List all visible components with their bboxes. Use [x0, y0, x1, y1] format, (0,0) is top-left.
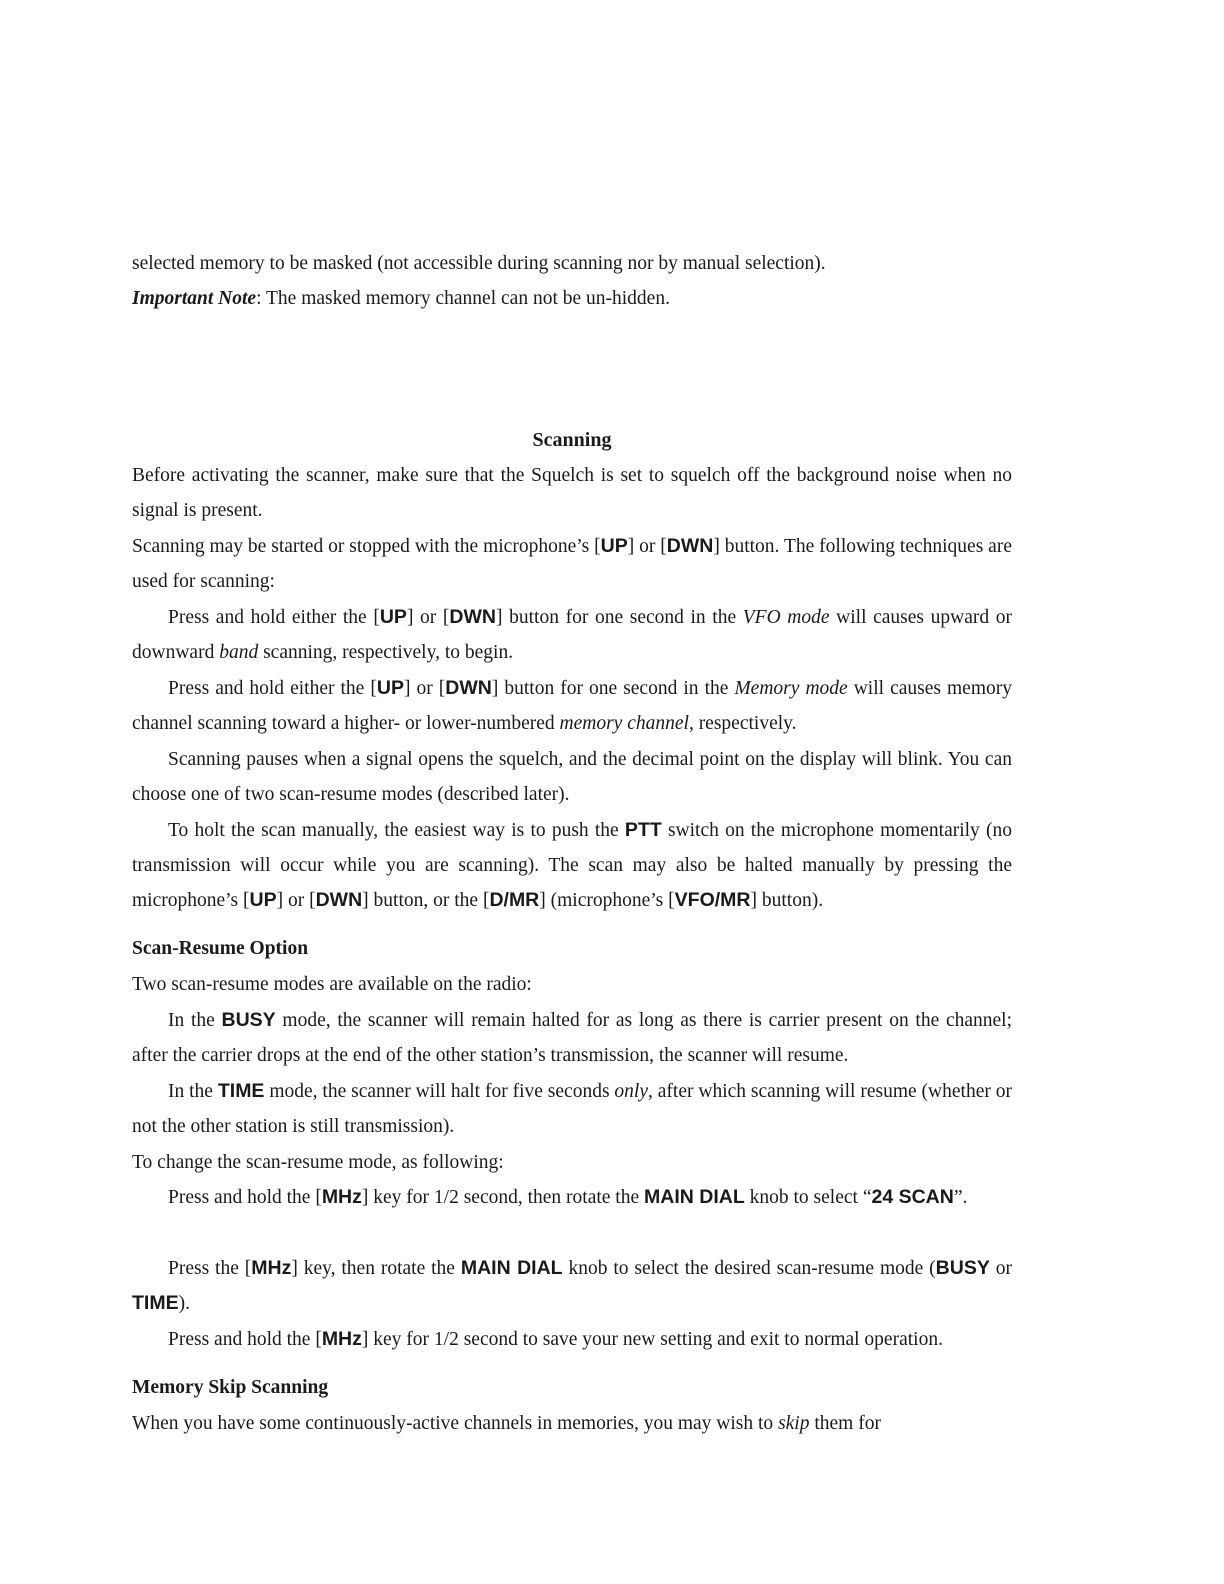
mhz-key: MHz	[321, 1186, 362, 1208]
scan-resume-paragraph-5: Press and hold the [MHz] key for 1/2 second, then rotate the MAIN DIAL knob to select “24 SCAN”.	[168, 1186, 968, 1208]
up-key: UP	[376, 677, 404, 699]
time-mode-key: TIME	[217, 1080, 265, 1102]
vfo-mode-term: VFO mode	[742, 607, 830, 628]
band-term: band	[219, 642, 259, 663]
scan-resume-paragraph-4: To change the scan-resume mode, as following:	[132, 1152, 504, 1173]
scanning-paragraph-4: Press and hold either the [UP] or [DWN] button for one second in the Memory mode will causes memory channel scanning toward a higher- or lower-numbered memory channel, respectively.	[132, 677, 1012, 734]
busy-mode-key: BUSY	[935, 1257, 990, 1279]
scanning-title: Scanning	[532, 429, 612, 451]
vfo-mr-key: VFO/MR	[674, 889, 751, 911]
scan-resume-paragraph-1: Two scan-resume modes are available on the radio:	[132, 974, 532, 995]
main-dial-label: MAIN DIAL	[460, 1257, 563, 1279]
memory-skip-heading: Memory Skip Scanning	[132, 1377, 329, 1398]
ptt-key: PTT	[624, 819, 662, 841]
mhz-key: MHz	[321, 1328, 362, 1350]
scanning-paragraph-1: Before activating the scanner, make sure that the Squelch is set to squelch off the background noise when no signal is present.	[132, 465, 1012, 521]
memory-skip-paragraph-1: When you have some continuously-active channels in memories, you may wish to skip them for	[132, 1413, 881, 1434]
scan-resume-paragraph-2: In the BUSY mode, the scanner will remain halted for as long as there is carrier present on the channel; after the carrier drops at the end of the other station’s transmission, the scanner will resume.	[132, 1009, 1012, 1066]
dmr-key: D/MR	[489, 889, 540, 911]
scan-resume-paragraph-3: In the TIME mode, the scanner will halt for five seconds only, after which scanning will resume (whether or not the other station is still transmission).	[132, 1080, 1012, 1137]
scanning-paragraph-2: Scanning may be started or stopped with the microphone’s [UP] or [DWN] button. The following techniques are used for scanning:	[132, 535, 1012, 592]
intro-line	[132, 246, 1012, 316]
important-note-text: : The masked memory channel can not be un-hidden.	[256, 288, 670, 309]
important-note-label: Important Note	[132, 288, 257, 309]
up-key: UP	[379, 606, 407, 628]
up-key: UP	[249, 889, 277, 911]
scanning-paragraph-6: To holt the scan manually, the easiest way is to push the PTT switch on the microphone momentarily (no transmission will occur while you are scanning). The scan may also be halted manually by pressing the microphone’s [UP] or [DWN] button, or the [D/MR] (microphone’s [VFO/MR] button).	[132, 819, 1013, 911]
mhz-key: MHz	[251, 1257, 292, 1279]
dwn-key: DWN	[315, 889, 363, 911]
dwn-key: DWN	[445, 677, 492, 699]
dwn-key: DWN	[449, 606, 496, 628]
intro-text: selected memory to be masked (not accessible during scanning nor by manual selection).	[132, 253, 826, 274]
only-term: only	[614, 1081, 648, 1102]
scan-resume-paragraph-6: Press the [MHz] key, then rotate the MAIN DIAL knob to select the desired scan-resume mode (BUSY or TIME).	[132, 1257, 1012, 1314]
dwn-key: DWN	[666, 535, 714, 557]
memory-channel-term: memory channel	[559, 713, 689, 734]
skip-term: skip	[778, 1413, 810, 1434]
scan-resume-heading: Scan-Resume Option	[132, 938, 309, 959]
scan-resume-paragraph-7: Press and hold the [MHz] key for 1/2 second to save your new setting and exit to normal operation.	[168, 1328, 943, 1350]
scan-menu-item: 24 SCAN	[871, 1186, 954, 1208]
main-dial-label: MAIN DIAL	[644, 1186, 745, 1208]
memory-mode-term: Memory mode	[734, 678, 848, 699]
time-mode-key: TIME	[132, 1292, 179, 1314]
scanning-paragraph-5: Scanning pauses when a signal opens the squelch, and the decimal point on the display will blink. You can choose one of two scan-resume modes (described later).	[132, 749, 1012, 805]
busy-mode-key: BUSY	[221, 1009, 276, 1031]
scanning-paragraph-3: Press and hold either the [UP] or [DWN] button for one second in the VFO mode will causes upward or downward band scanning, respectively, to begin.	[132, 606, 1012, 663]
up-key: UP	[600, 535, 628, 557]
